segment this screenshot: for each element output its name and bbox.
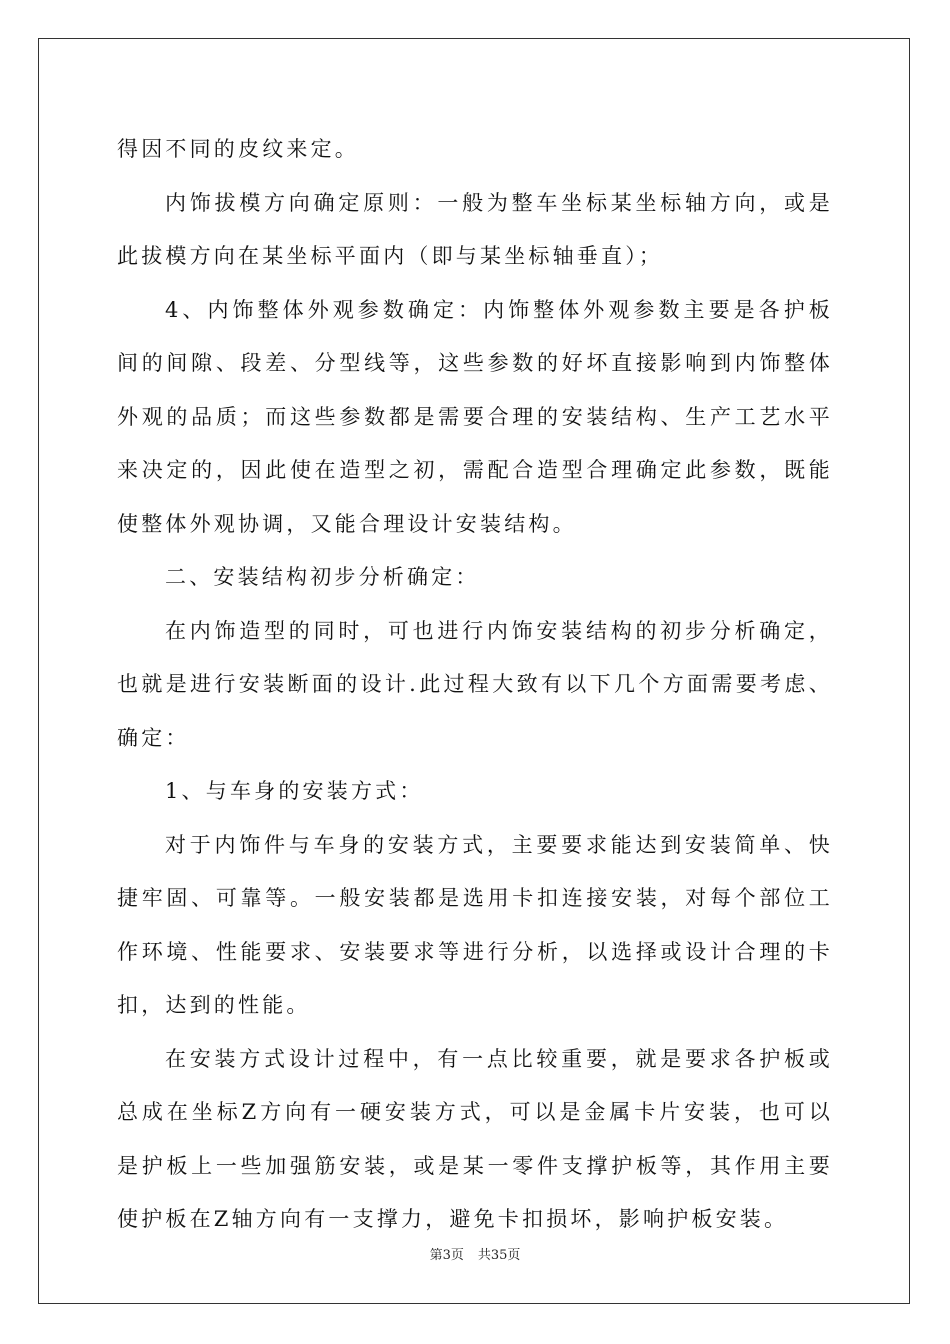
paragraph-appearance-params: 4、内饰整体外观参数确定：内饰整体外观参数主要是各护板间的间隙、段差、分型线等，这些参数的好坏直接影响到内饰整体外观的品质；而这些参数都是需要合理的安装结构、生产工艺水平来决定的，因此使在造型之初，需配合造型合理确定此参数，既能使整体外观协调，又能合理设计安装结构。 (117, 297, 833, 536)
paragraph-clip-mounting: 对于内饰件与车身的安装方式，主要要求能达到安装简单、快捷牢固、可靠等。一般安装都是选用卡扣连接安装，对每个部位工作环境、性能要求、安装要求等进行分析，以选择或设计合理的卡扣，达到的性能。 (117, 832, 833, 1017)
paragraph-draft-direction: 内饰拔模方向确定原则：一般为整车坐标某坐标轴方向，或是此拔模方向在某坐标平面内（即与某坐标轴垂直）； (117, 190, 833, 268)
section-heading-installation: 二、安装结构初步分析确定： (165, 565, 480, 589)
paragraph-continuation: 得因不同的皮纹来定。 (117, 137, 359, 161)
document-body (117, 123, 833, 1247)
paragraph-installation-intro: 在内饰造型的同时，可也进行内饰安装结构的初步分析确定，也就是进行安装断面的设计.此过程大致有以下几个方面需要考虑、确定： (117, 618, 833, 750)
page-footer (0, 1248, 950, 1264)
subheading-body-mounting: 1、与车身的安装方式： (165, 779, 424, 803)
page-total: 共35页 (477, 1248, 521, 1263)
paragraph-z-direction: 在安装方式设计过程中，有一点比较重要，就是要求各护板或总成在坐标Z方向有一硬安装方式，可以是金属卡片安装，也可以是护板上一些加强筋安装，或是某一零件支撑护板等，其作用主要使护板在Z轴方向有一支撑力，避免卡扣损坏，影响护板安装。 (117, 1046, 833, 1231)
page-number: 第3页 (429, 1248, 464, 1263)
